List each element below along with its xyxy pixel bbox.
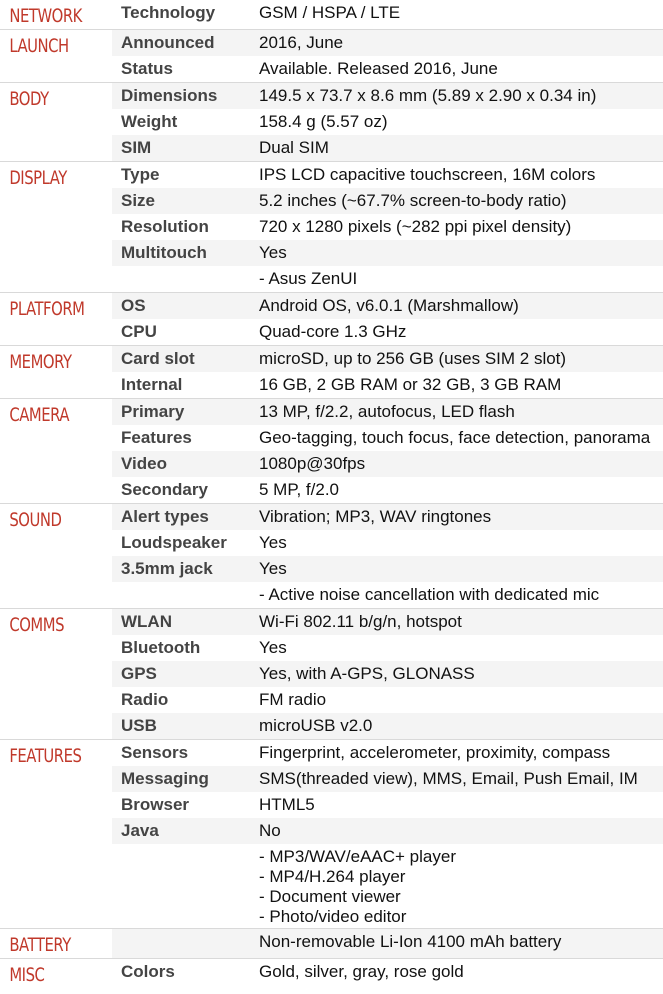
spec-row: [0, 135, 663, 162]
spec-row: [0, 188, 663, 214]
spec-row: [0, 959, 663, 989]
spec-value: - Asus ZenUI: [259, 269, 358, 288]
spec-title: Messaging: [112, 766, 258, 792]
spec-row: [0, 346, 663, 373]
spec-value: SMS(threaded view), MMS, Email, Push Email, IM: [258, 766, 663, 792]
spec-category: CAMERA: [0, 399, 87, 504]
spec-row: [0, 844, 663, 929]
spec-value: 720 x 1280 pixels (~282 ppi pixel density): [259, 217, 572, 236]
spec-value: microUSB v2.0: [258, 713, 663, 740]
spec-value: Android OS, v6.0.1 (Marshmallow): [258, 293, 663, 320]
spec-value: Quad-core 1.3 GHz: [259, 322, 407, 341]
spec-title: Multitouch: [112, 240, 258, 266]
spec-value: Yes: [259, 638, 287, 657]
spec-value: Yes: [258, 240, 663, 266]
spec-value: Wi-Fi 802.11 b/g/n, hotspot: [258, 609, 663, 636]
spec-row: [0, 240, 663, 266]
spec-category: DISPLAY: [0, 162, 87, 293]
spec-row: [0, 162, 663, 189]
spec-category: MISC: [0, 959, 87, 989]
spec-row: [0, 792, 663, 818]
spec-value: HTML5: [259, 795, 315, 814]
spec-title: Sensors: [112, 740, 258, 767]
spec-value: Geo-tagging, touch focus, face detection, panorama: [259, 428, 651, 447]
spec-value: 149.5 x 73.7 x 8.6 mm (5.89 x 2.90 x 0.34 in): [258, 83, 663, 110]
spec-category: MEMORY: [0, 346, 87, 399]
spec-row: [0, 556, 663, 582]
spec-category: NETWORK: [9, 5, 82, 27]
spec-row: [0, 687, 663, 713]
spec-value: Yes, with A-GPS, GLONASS: [258, 661, 663, 687]
spec-title: Java: [112, 818, 258, 844]
spec-title: Size: [112, 188, 258, 214]
spec-value: Fingerprint, accelerometer, proximity, compass: [258, 740, 663, 767]
spec-row: [0, 609, 663, 636]
spec-value: Non-removable Li-Ion 4100 mAh battery: [258, 929, 663, 959]
spec-title: [112, 929, 258, 959]
spec-title: 3.5mm jack: [112, 556, 258, 582]
spec-category: BODY: [0, 83, 87, 162]
spec-value: - Active noise cancellation with dedicated mic: [259, 585, 600, 604]
spec-title: Dimensions: [112, 83, 258, 110]
spec-title: Browser: [121, 795, 190, 814]
spec-row: [0, 372, 663, 399]
spec-title: Status: [121, 59, 173, 78]
spec-row: [0, 56, 663, 83]
spec-title: [112, 266, 258, 293]
spec-row: [0, 425, 663, 451]
spec-title: Type: [112, 162, 258, 189]
spec-category: COMMS: [0, 609, 87, 740]
spec-row: [0, 713, 663, 740]
spec-row: [0, 635, 663, 661]
spec-title: Secondary: [121, 480, 208, 499]
spec-category: PLATFORM: [0, 293, 87, 346]
spec-title: OS: [112, 293, 258, 320]
spec-value: 5 MP, f/2.0: [259, 480, 340, 499]
spec-row: [0, 214, 663, 240]
spec-value: 158.4 g (5.57 oz): [259, 112, 388, 131]
spec-category: SOUND: [0, 504, 87, 609]
spec-value: microSD, up to 256 GB (uses SIM 2 slot): [258, 346, 663, 373]
spec-value: Available. Released 2016, June: [259, 59, 498, 78]
spec-row: [0, 109, 663, 135]
spec-row: [0, 451, 663, 477]
spec-title: Loudspeaker: [121, 533, 227, 552]
spec-category: FEATURES: [0, 740, 87, 929]
spec-title: Radio: [121, 690, 169, 709]
spec-row: [0, 266, 663, 293]
spec-value: 13 MP, f/2.2, autofocus, LED flash: [258, 399, 663, 426]
spec-value: 5.2 inches (~67.7% screen-to-body ratio): [258, 188, 663, 214]
spec-value: Gold, silver, gray, rose gold: [258, 959, 663, 989]
spec-value: IPS LCD capacitive touchscreen, 16M colors: [258, 162, 663, 189]
spec-title: Alert types: [112, 504, 258, 531]
spec-title: Weight: [121, 112, 178, 131]
spec-title: Card slot: [112, 346, 258, 373]
spec-value: Vibration; MP3, WAV ringtones: [258, 504, 663, 531]
spec-title: Internal: [121, 375, 183, 394]
spec-row: [0, 319, 663, 346]
spec-category: BATTERY: [0, 929, 87, 959]
spec-category: LAUNCH: [0, 30, 87, 83]
spec-row: [0, 766, 663, 792]
spec-row: [0, 477, 663, 504]
spec-value: Yes: [258, 556, 663, 582]
spec-title: Features: [121, 428, 192, 447]
spec-title: USB: [112, 713, 258, 740]
spec-row: [0, 740, 663, 767]
spec-title: Announced: [112, 30, 258, 57]
spec-value: Dual SIM: [258, 135, 663, 162]
spec-title: Primary: [112, 399, 258, 426]
spec-value: FM radio: [259, 690, 327, 709]
spec-value: 16 GB, 2 GB RAM or 32 GB, 3 GB RAM: [259, 375, 562, 394]
spec-row: [0, 83, 663, 110]
spec-row: [0, 582, 663, 609]
spec-title: [112, 844, 258, 929]
spec-value: No: [258, 818, 663, 844]
spec-title: [112, 582, 258, 609]
spec-value: - MP3/WAV/eAAC+ player - MP4/H.264 player - Document viewer - Photo/video editor: [259, 847, 456, 926]
spec-row: [0, 929, 663, 959]
spec-row: [0, 818, 663, 844]
spec-row: [0, 0, 663, 30]
spec-title: Colors: [112, 959, 258, 989]
spec-title: WLAN: [112, 609, 258, 636]
spec-row: [0, 661, 663, 687]
spec-row: [0, 504, 663, 531]
spec-title: Technology: [121, 3, 216, 22]
spec-row: [0, 30, 663, 57]
spec-value: GSM / HSPA / LTE: [259, 3, 401, 22]
spec-value: 2016, June: [258, 30, 663, 57]
spec-value: 1080p@30fps: [258, 451, 663, 477]
spec-title: Resolution: [121, 217, 209, 236]
spec-title: Bluetooth: [121, 638, 201, 657]
spec-title: Video: [112, 451, 258, 477]
spec-title: SIM: [112, 135, 258, 162]
spec-title: CPU: [121, 322, 157, 341]
spec-row: [0, 530, 663, 556]
spec-value: Yes: [259, 533, 287, 552]
spec-row: [0, 293, 663, 320]
spec-title: GPS: [112, 661, 258, 687]
spec-row: [0, 399, 663, 426]
